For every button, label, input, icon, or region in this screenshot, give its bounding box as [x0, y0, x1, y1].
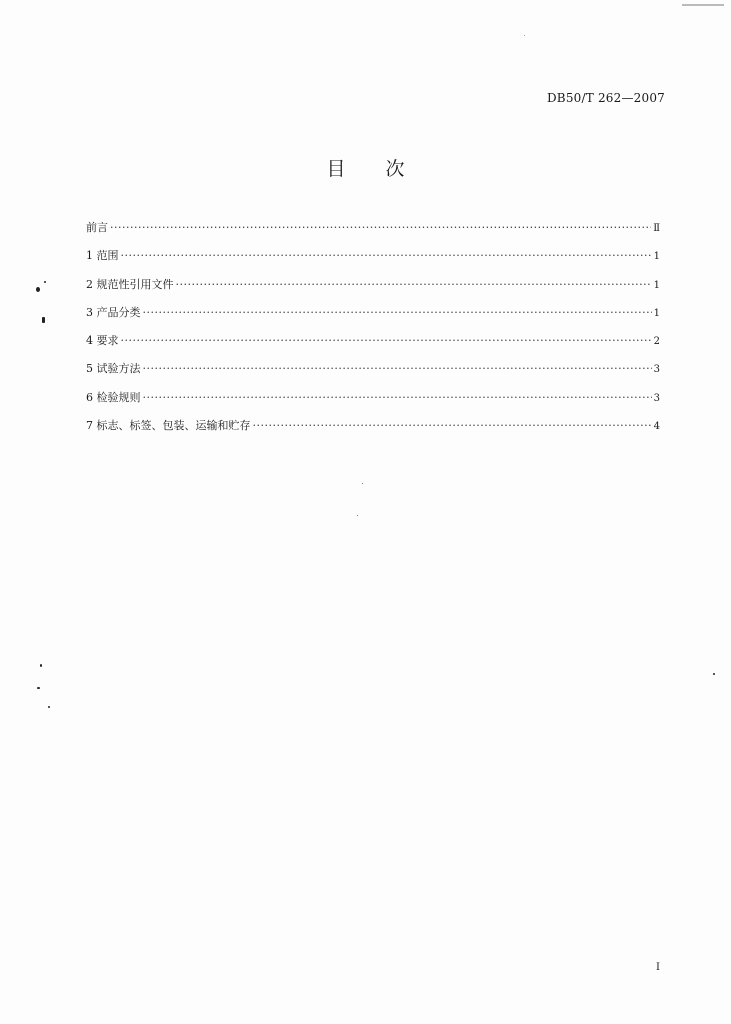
toc-entry-scope[interactable]	[86, 249, 660, 277]
toc-entry-normative-references[interactable]	[86, 278, 660, 306]
toc-list	[86, 221, 660, 447]
toc-entry-label: 2 规范性引用文件	[86, 277, 174, 291]
toc-entry-test-methods[interactable]	[86, 362, 660, 390]
dot-leader	[143, 391, 652, 405]
toc-title	[0, 154, 731, 181]
dot-leader	[143, 306, 652, 320]
scan-speck	[524, 35, 525, 36]
toc-entry-page: 3	[653, 392, 660, 404]
scan-speck	[36, 287, 40, 292]
toc-title-char-2: 次	[385, 158, 405, 180]
dot-leader	[143, 362, 652, 376]
toc-entry-product-classification[interactable]	[86, 306, 660, 334]
page-number: I	[656, 962, 660, 973]
dot-leader	[110, 221, 651, 235]
dot-leader	[253, 419, 652, 433]
toc-title-char-1: 目	[326, 158, 346, 180]
toc-entry-label: 1 范围	[86, 249, 119, 263]
dot-leader	[121, 249, 652, 263]
scan-speck	[357, 515, 358, 516]
toc-entry-label: 5 试验方法	[86, 362, 141, 376]
toc-entry-foreword[interactable]	[86, 221, 660, 249]
scan-speck	[40, 664, 42, 667]
toc-entry-inspection-rules[interactable]	[86, 391, 660, 419]
scan-speck	[362, 483, 363, 484]
toc-entry-page: 1	[653, 307, 660, 319]
scan-speck	[44, 281, 46, 283]
scan-mark	[682, 4, 724, 6]
toc-entry-label: 前言	[86, 221, 108, 234]
scan-speck	[42, 317, 45, 323]
toc-entry-label: 3 产品分类	[86, 305, 141, 319]
toc-entry-page: 3	[653, 364, 660, 376]
toc-entry-requirements[interactable]	[86, 334, 660, 362]
dot-leader	[176, 278, 652, 292]
toc-entry-page: 4	[653, 421, 660, 433]
toc-entry-marking-packaging-storage[interactable]	[86, 419, 660, 447]
toc-entry-page: 1	[653, 279, 660, 291]
toc-entry-label: 6 检验规则	[86, 390, 141, 404]
document-code: DB50/T 262—2007	[546, 91, 665, 105]
scan-speck	[37, 687, 40, 689]
toc-entry-label: 7 标志、标签、包装、运输和贮存	[86, 419, 251, 433]
toc-entry-label: 4 要求	[86, 334, 119, 348]
toc-entry-page: 1	[653, 251, 660, 263]
scan-speck	[48, 706, 50, 708]
scan-speck	[713, 673, 715, 675]
toc-entry-page: 2	[653, 336, 660, 348]
toc-entry-page: Ⅱ	[653, 223, 660, 234]
dot-leader	[121, 334, 652, 348]
